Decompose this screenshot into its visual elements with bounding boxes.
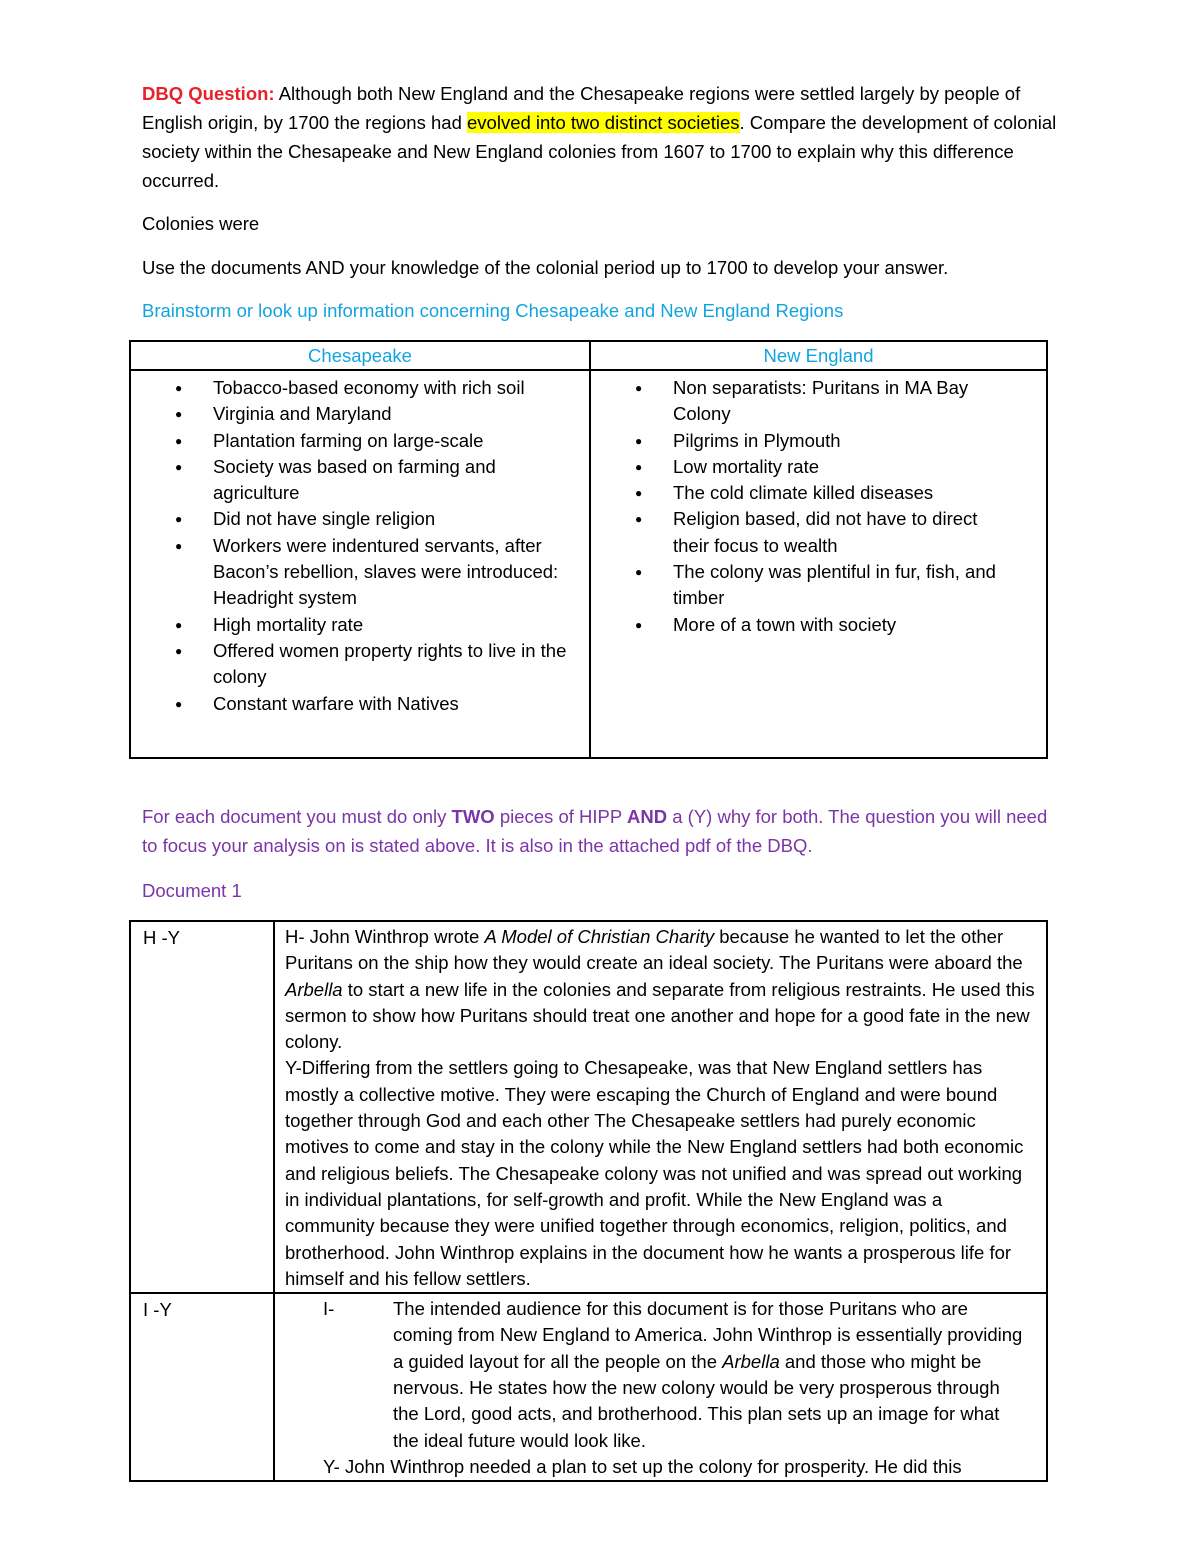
i-y-content (274, 1293, 1047, 1481)
ship-name: Arbella (722, 1350, 780, 1372)
sermon-title: A Model of Christian Charity (484, 926, 715, 947)
chesapeake-list (131, 375, 589, 717)
list-item: ● Workers were indentured servants, after Bacon’s rebellion, slaves were introduced: Headright system (213, 533, 569, 612)
hipp-part3: a (Y) why for both. The question you will need to focus your analysis on is stated above. It is also in the attached pdf of the DBQ. (142, 806, 1048, 856)
chesapeake-header: Chesapeake (130, 341, 590, 370)
i-y-label: I -Y (130, 1293, 274, 1481)
hipp-bold-and: AND (627, 806, 668, 827)
list-item: ● Low mortality rate (673, 454, 996, 480)
y-line: Y- John Winthrop needed a plan to set up the colony for prosperity. He did this (323, 1455, 962, 1477)
regions-table (129, 340, 1048, 759)
h-y-content (274, 921, 1047, 1293)
h-y-label: H -Y (130, 921, 274, 1293)
i-text (393, 1296, 1036, 1454)
list-item: ● The cold climate killed diseases (673, 480, 996, 506)
list-item: ● Virginia and Maryland (213, 401, 569, 427)
list-item: ● Pilgrims in Plymouth (673, 428, 996, 454)
dbq-question (142, 79, 1062, 195)
chesapeake-cell (130, 370, 590, 758)
i-text-b: and those who might be nervous. He states how the new colony would be very prosperous through the Lord, good acts, and brotherhood. This plan sets up an image for what the ideal future would look like. (393, 1350, 1000, 1451)
list-item: ● Non separatists: Puritans in MA Bay Colony (673, 375, 996, 428)
h-text-c: to start a new life in the colonies and separate from religious restraints. He used this sermon to show how Puritans should treat one another and hope for a good fate in the new colony. (285, 978, 1035, 1053)
new-england-header: New England (590, 341, 1047, 370)
h-paragraph (285, 924, 1036, 1055)
hipp-part2: pieces of HIPP (494, 806, 627, 827)
i-paragraph (275, 1296, 1036, 1454)
i-text-a: The intended audience for this document is for those Puritans who are coming from New England to America. John Winthrop is essentially providing a guided layout for all the people on the (393, 1298, 1023, 1372)
document-title: Document 1 (142, 880, 242, 901)
hipp-part1: For each document you must do only (142, 806, 452, 827)
hipp-bold-two: TWO (451, 806, 495, 827)
h-text-b: because he wanted to let the other Puritans on the ship how they would create an ideal society. The Puritans were aboard the (285, 926, 1023, 974)
i-tag: I- (323, 1298, 335, 1320)
list-item: ● Society was based on farming and agriculture (213, 454, 569, 507)
list-item: ● Religion based, did not have to direct their focus to wealth (673, 506, 996, 559)
brainstorm-heading: Brainstorm or look up information concerning Chesapeake and New England Regions (142, 300, 844, 321)
instructions: Use the documents AND your knowledge of the colonial period up to 1700 to develop your answer. (142, 257, 949, 278)
list-item: ● High mortality rate (213, 612, 569, 638)
list-item: ● Did not have single religion (213, 506, 569, 532)
list-item: ● Constant warfare with Natives (213, 691, 569, 717)
colonies-line: Colonies were (142, 213, 260, 234)
new-england-cell (590, 370, 1047, 758)
list-item: ● More of a town with society (673, 612, 996, 638)
document-1-table (129, 920, 1048, 1482)
list-item: ● The colony was plentiful in fur, fish, and timber (673, 559, 996, 612)
question-text-before: Although both New England and the Chesapeake regions were settled largely by people of English origin, by 1700 the regions had (142, 83, 1021, 133)
list-item: ● Plantation farming on large-scale (213, 428, 569, 454)
h-text-a: H- John Winthrop wrote (285, 926, 485, 947)
question-text-after: . Compare the development of colonial society within the Chesapeake and New England colonies from 1607 to 1700 to explain why this difference occurred. (142, 112, 1057, 191)
hipp-instruction (142, 802, 1062, 860)
question-label: DBQ Question: (142, 83, 275, 104)
list-item: ● Tobacco-based economy with rich soil (213, 375, 569, 401)
new-england-list (591, 375, 1046, 638)
list-item: ● Offered women property rights to live in the colony (213, 638, 569, 691)
question-highlight: evolved into two distinct societies (467, 112, 740, 133)
ship-name: Arbella (285, 978, 343, 1000)
y-paragraph: Y-Differing from the settlers going to Chesapeake, was that New England settlers has mostly a collective motive. They were escaping the Church of England and were bound together through God and each other The Chesapeake settlers had purely economic motives to come and stay in the colony while the New England settlers had both economic and religious beliefs. The Chesapeake colony was not unified and was spread out working in individual plantations, for self-growth and profit. While the New England was a community because they were unified together through economics, religion, politics, and brotherhood. John Winthrop explains in the document how he wants a prosperous life for himself and his fellow settlers. (285, 1057, 1024, 1289)
